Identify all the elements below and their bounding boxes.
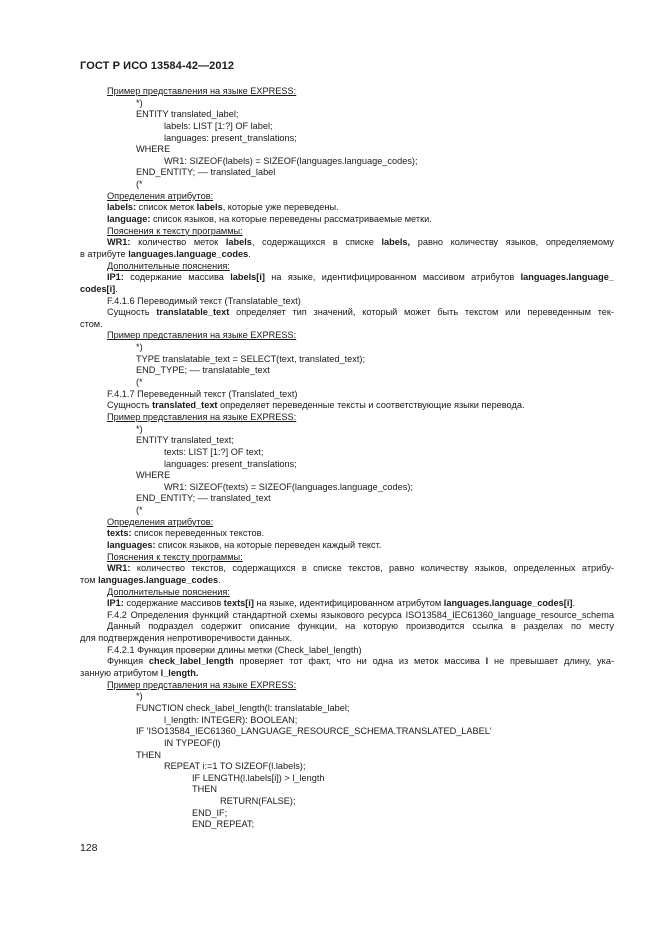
text-span: занную атрибутом	[80, 668, 161, 679]
bold-term: languages:	[107, 539, 156, 550]
text-line	[80, 761, 614, 773]
text-line	[80, 133, 614, 145]
document-body	[80, 86, 614, 831]
text-line	[80, 656, 614, 668]
line-text	[136, 109, 238, 119]
text-span: (*	[136, 377, 143, 388]
line-text	[107, 540, 381, 550]
line-text	[136, 750, 161, 760]
text-line	[80, 214, 614, 226]
text-span: ENTITY translated_label;	[136, 109, 239, 120]
bold-term: labels:	[107, 202, 137, 213]
line-text	[164, 447, 263, 457]
text-line	[80, 342, 614, 354]
text-line	[80, 773, 614, 785]
bold-term: languages.language_	[520, 272, 614, 283]
text-span: Дополнительные пояснения:	[107, 260, 230, 271]
line-text	[164, 156, 418, 166]
text-span: WHERE	[136, 470, 171, 481]
bold-term: check_label_length	[148, 656, 234, 667]
line-text	[220, 796, 296, 806]
bold-term: l_length.	[160, 668, 199, 679]
text-span: Данный подраздел содержит описание функции, на которую производится ссылка в разделах по месту	[107, 621, 614, 632]
text-line	[80, 726, 614, 738]
line-text	[107, 528, 264, 538]
section-heading	[80, 330, 614, 342]
text-span: .	[572, 598, 576, 609]
text-span: .	[115, 283, 118, 294]
line-text	[80, 668, 198, 678]
text-span: languages: present_translations;	[164, 132, 297, 143]
section-heading	[80, 261, 614, 273]
line-text	[80, 249, 251, 259]
line-text	[107, 389, 297, 399]
line-text	[80, 575, 221, 585]
text-span: F.4.2 Определения функций стандартной схемы языкового ресурса ISO13584_IEC61360_language_resource_schema	[107, 609, 614, 620]
text-span: (*	[136, 179, 143, 190]
line-text	[136, 470, 170, 480]
text-span: *)	[136, 97, 143, 108]
bold-term: languages.language_codes	[128, 248, 249, 259]
text-span: Пример представления на языке EXPRESS:	[107, 330, 297, 341]
section-heading	[80, 191, 614, 203]
bold-term: labels	[225, 237, 252, 248]
text-line	[80, 796, 614, 808]
text-line	[80, 784, 614, 796]
line-text	[192, 819, 254, 829]
text-line	[80, 389, 614, 401]
text-span: labels: LIST [1:?] OF label;	[164, 120, 273, 131]
text-span: WHERE	[136, 144, 171, 155]
text-span: .	[218, 574, 221, 585]
line-text	[107, 296, 301, 306]
line-text	[107, 587, 230, 597]
line-text	[164, 133, 297, 143]
text-line	[80, 668, 614, 680]
line-text	[107, 680, 296, 690]
line-text	[136, 726, 492, 736]
bold-term: IP1:	[107, 272, 124, 283]
text-span: не превышает длину, ука-	[488, 656, 614, 667]
text-span: THEN	[192, 784, 218, 795]
line-text	[136, 377, 143, 387]
text-span: FUNCTION check_label_length(l: translatable_label;	[136, 702, 350, 713]
text-line	[80, 505, 614, 517]
line-text	[107, 202, 339, 212]
line-text	[136, 167, 275, 177]
text-line	[80, 703, 614, 715]
text-span: список переведенных текстов.	[131, 528, 265, 539]
line-text	[107, 563, 614, 573]
line-text	[107, 517, 213, 527]
section-heading	[80, 552, 614, 564]
text-line	[80, 365, 614, 377]
bold-term: labels,	[381, 237, 411, 248]
text-span: END_ENTITY; –– translated_text	[136, 493, 271, 504]
bold-term: codes[i]	[80, 283, 116, 294]
text-span: IF 'ISO13584_IEC61360_LANGUAGE_RESOURCE_SCHEMA.TRANSLATED_LABEL'	[136, 726, 492, 737]
text-line	[80, 179, 614, 191]
text-span: количество текстов, содержащихся в списке текстов, равно количеству языков, определенных атрибу-	[130, 563, 614, 574]
line-text	[192, 808, 227, 818]
text-span: WR1: SIZEOF(texts) = SIZEOF(languages.language_codes);	[164, 481, 413, 492]
bold-term: labels[i]	[230, 272, 265, 283]
text-span: Определения атрибутов:	[107, 516, 214, 527]
line-text	[107, 645, 362, 655]
line-text	[107, 330, 296, 340]
bold-term: l	[485, 656, 489, 667]
text-span: содержание массивов	[123, 598, 224, 609]
line-text	[136, 354, 365, 364]
text-line	[80, 98, 614, 110]
text-span: texts: LIST [1:?] OF text;	[164, 446, 264, 457]
line-text	[136, 424, 143, 434]
text-span: .	[248, 248, 251, 259]
text-span: Пример представления на языке EXPRESS:	[107, 679, 297, 690]
text-span: , которые уже переведены.	[222, 202, 339, 213]
text-line	[80, 202, 614, 214]
line-text	[136, 179, 143, 189]
text-line	[80, 610, 614, 622]
text-span: на языке, идентифицированном атрибутом	[253, 598, 444, 609]
text-line	[80, 715, 614, 727]
text-line	[80, 424, 614, 436]
text-span: languages: present_translations;	[164, 458, 297, 469]
text-line	[80, 167, 614, 179]
text-line	[80, 621, 614, 633]
text-span: Определения атрибутов:	[107, 190, 214, 201]
text-span: IN TYPEOF(l)	[164, 737, 221, 748]
text-span: количество меток	[130, 237, 226, 248]
text-span: Пример представления на языке EXPRESS:	[107, 86, 297, 96]
line-text	[136, 493, 271, 503]
text-span: END_REPEAT;	[192, 819, 255, 830]
text-span: END_ENTITY; –– translated_label	[136, 167, 276, 178]
text-span: Дополнительные пояснения:	[107, 586, 230, 597]
text-line	[80, 284, 614, 296]
line-text	[107, 226, 243, 236]
bold-term: WR1:	[107, 237, 131, 248]
bold-term: labels	[196, 202, 223, 213]
text-span: том	[80, 574, 99, 585]
text-line	[80, 808, 614, 820]
text-span: END_IF;	[192, 807, 228, 818]
line-text	[107, 610, 614, 620]
line-text	[136, 342, 143, 352]
text-line	[80, 563, 614, 575]
text-line	[80, 435, 614, 447]
text-span: определяет переведенные тексты и соответствующие языки перевода.	[217, 400, 525, 411]
bold-term: translated_text	[152, 400, 218, 411]
text-span: Функция	[107, 656, 149, 667]
text-span: *)	[136, 342, 143, 353]
text-span: F.4.1.6 Переводимый текст (Translatable_text)	[107, 295, 301, 306]
text-span: F.4.1.7 Переведенный текст (Translated_text)	[107, 388, 298, 399]
text-span: *)	[136, 691, 143, 702]
bold-term: language:	[107, 214, 151, 225]
line-text	[107, 272, 614, 282]
text-line	[80, 470, 614, 482]
text-span: равно количеству языков, определяемому	[410, 237, 614, 248]
line-text	[136, 703, 349, 713]
line-text	[107, 237, 614, 247]
text-span: IF LENGTH(l.labels[i]) > l_length	[192, 772, 325, 783]
line-text	[136, 505, 143, 515]
text-line	[80, 528, 614, 540]
text-span: определяет тип значений, который может быть текстом или переведенным тек-	[229, 307, 614, 318]
bold-term: WR1:	[107, 563, 131, 574]
line-text	[80, 319, 103, 329]
line-text	[80, 633, 292, 643]
line-text	[164, 715, 297, 725]
line-text	[164, 482, 413, 492]
text-span: *)	[136, 423, 143, 434]
text-line	[80, 819, 614, 831]
line-text	[107, 214, 432, 224]
line-text	[192, 784, 217, 794]
text-line	[80, 738, 614, 750]
text-span: содержание массива	[123, 272, 231, 283]
section-heading	[80, 587, 614, 599]
line-text	[107, 598, 575, 608]
text-span: Сущность	[107, 400, 153, 411]
text-line	[80, 307, 614, 319]
text-span: THEN	[136, 749, 162, 760]
line-text	[107, 86, 296, 96]
text-line	[80, 249, 614, 261]
bold-term: IP1:	[107, 598, 124, 609]
line-text	[107, 191, 213, 201]
line-text	[107, 412, 296, 422]
section-heading	[80, 226, 614, 238]
line-text	[192, 773, 325, 783]
text-span: , содержащихся в списке	[251, 237, 382, 248]
text-span: l_length: INTEGER): BOOLEAN;	[164, 714, 298, 725]
text-span: список меток	[136, 202, 197, 213]
text-span: (*	[136, 505, 143, 516]
text-line	[80, 272, 614, 284]
line-text	[107, 621, 614, 631]
text-line	[80, 144, 614, 156]
page-number: 128	[80, 842, 98, 854]
text-line	[80, 156, 614, 168]
text-line	[80, 633, 614, 645]
text-line	[80, 540, 614, 552]
text-span: WR1: SIZEOF(labels) = SIZEOF(languages.language_codes);	[164, 155, 418, 166]
text-span: RETURN(FALSE);	[220, 796, 296, 807]
text-span: стом.	[80, 318, 103, 329]
bold-term: languages.language_codes	[98, 574, 219, 585]
text-span: Пояснения к тексту программы:	[107, 225, 243, 236]
text-span: на языке, идентифицированном массивом атрибутов	[264, 272, 521, 283]
text-span: список языков, на которые переведен каждый текст.	[155, 539, 382, 550]
text-span: END_TYPE; –– translatable_text	[136, 365, 270, 376]
text-span: ENTITY translated_text;	[136, 435, 234, 446]
bold-term: texts[i]	[223, 598, 254, 609]
text-line	[80, 319, 614, 331]
line-text	[80, 284, 118, 294]
document-header: ГОСТ Р ИСО 13584-42—2012	[80, 60, 235, 72]
line-text	[164, 121, 273, 131]
line-text	[107, 656, 614, 666]
text-span: TYPE translatable_text = SELECT(text, translated_text);	[136, 353, 366, 364]
text-span: Пояснения к тексту программы:	[107, 551, 243, 562]
line-text	[107, 552, 243, 562]
text-line	[80, 691, 614, 703]
text-line	[80, 575, 614, 587]
text-span: в атрибуте	[80, 248, 129, 259]
text-line	[80, 447, 614, 459]
text-line	[80, 493, 614, 505]
text-line	[80, 121, 614, 133]
text-line	[80, 645, 614, 657]
text-line	[80, 750, 614, 762]
bold-term: texts:	[107, 528, 132, 539]
line-text	[107, 400, 525, 410]
line-text	[107, 307, 614, 317]
line-text	[136, 365, 270, 375]
section-heading	[80, 680, 614, 692]
bold-term: translatable_text	[156, 307, 230, 318]
text-line	[80, 377, 614, 389]
text-span: REPEAT i:=1 TO SIZEOF(l.labels);	[164, 761, 306, 772]
line-text	[107, 261, 230, 271]
text-line	[80, 598, 614, 610]
text-span: проверяет тот факт, что ни одна из меток массива	[233, 656, 486, 667]
text-line	[80, 354, 614, 366]
text-line	[80, 482, 614, 494]
section-heading	[80, 412, 614, 424]
line-text	[136, 98, 143, 108]
text-span: список языков, на которые переведены рассматриваемые метки.	[150, 214, 432, 225]
section-heading	[80, 517, 614, 529]
text-line	[80, 459, 614, 471]
section-heading	[80, 86, 614, 98]
line-text	[164, 738, 221, 748]
line-text	[164, 761, 306, 771]
text-line	[80, 237, 614, 249]
line-text	[164, 459, 297, 469]
text-span: для подтверждения непротиворечивости данных.	[80, 633, 293, 644]
text-span: F.4.2.1 Функция проверки длины метки (Check_label_length)	[107, 644, 362, 655]
bold-term: languages.language_codes[i]	[443, 598, 573, 609]
line-text	[136, 691, 143, 701]
text-line	[80, 296, 614, 308]
text-line	[80, 109, 614, 121]
text-line	[80, 400, 614, 412]
text-span: Сущность	[107, 307, 157, 318]
line-text	[136, 435, 234, 445]
text-span: Пример представления на языке EXPRESS:	[107, 411, 297, 422]
line-text	[136, 144, 170, 154]
